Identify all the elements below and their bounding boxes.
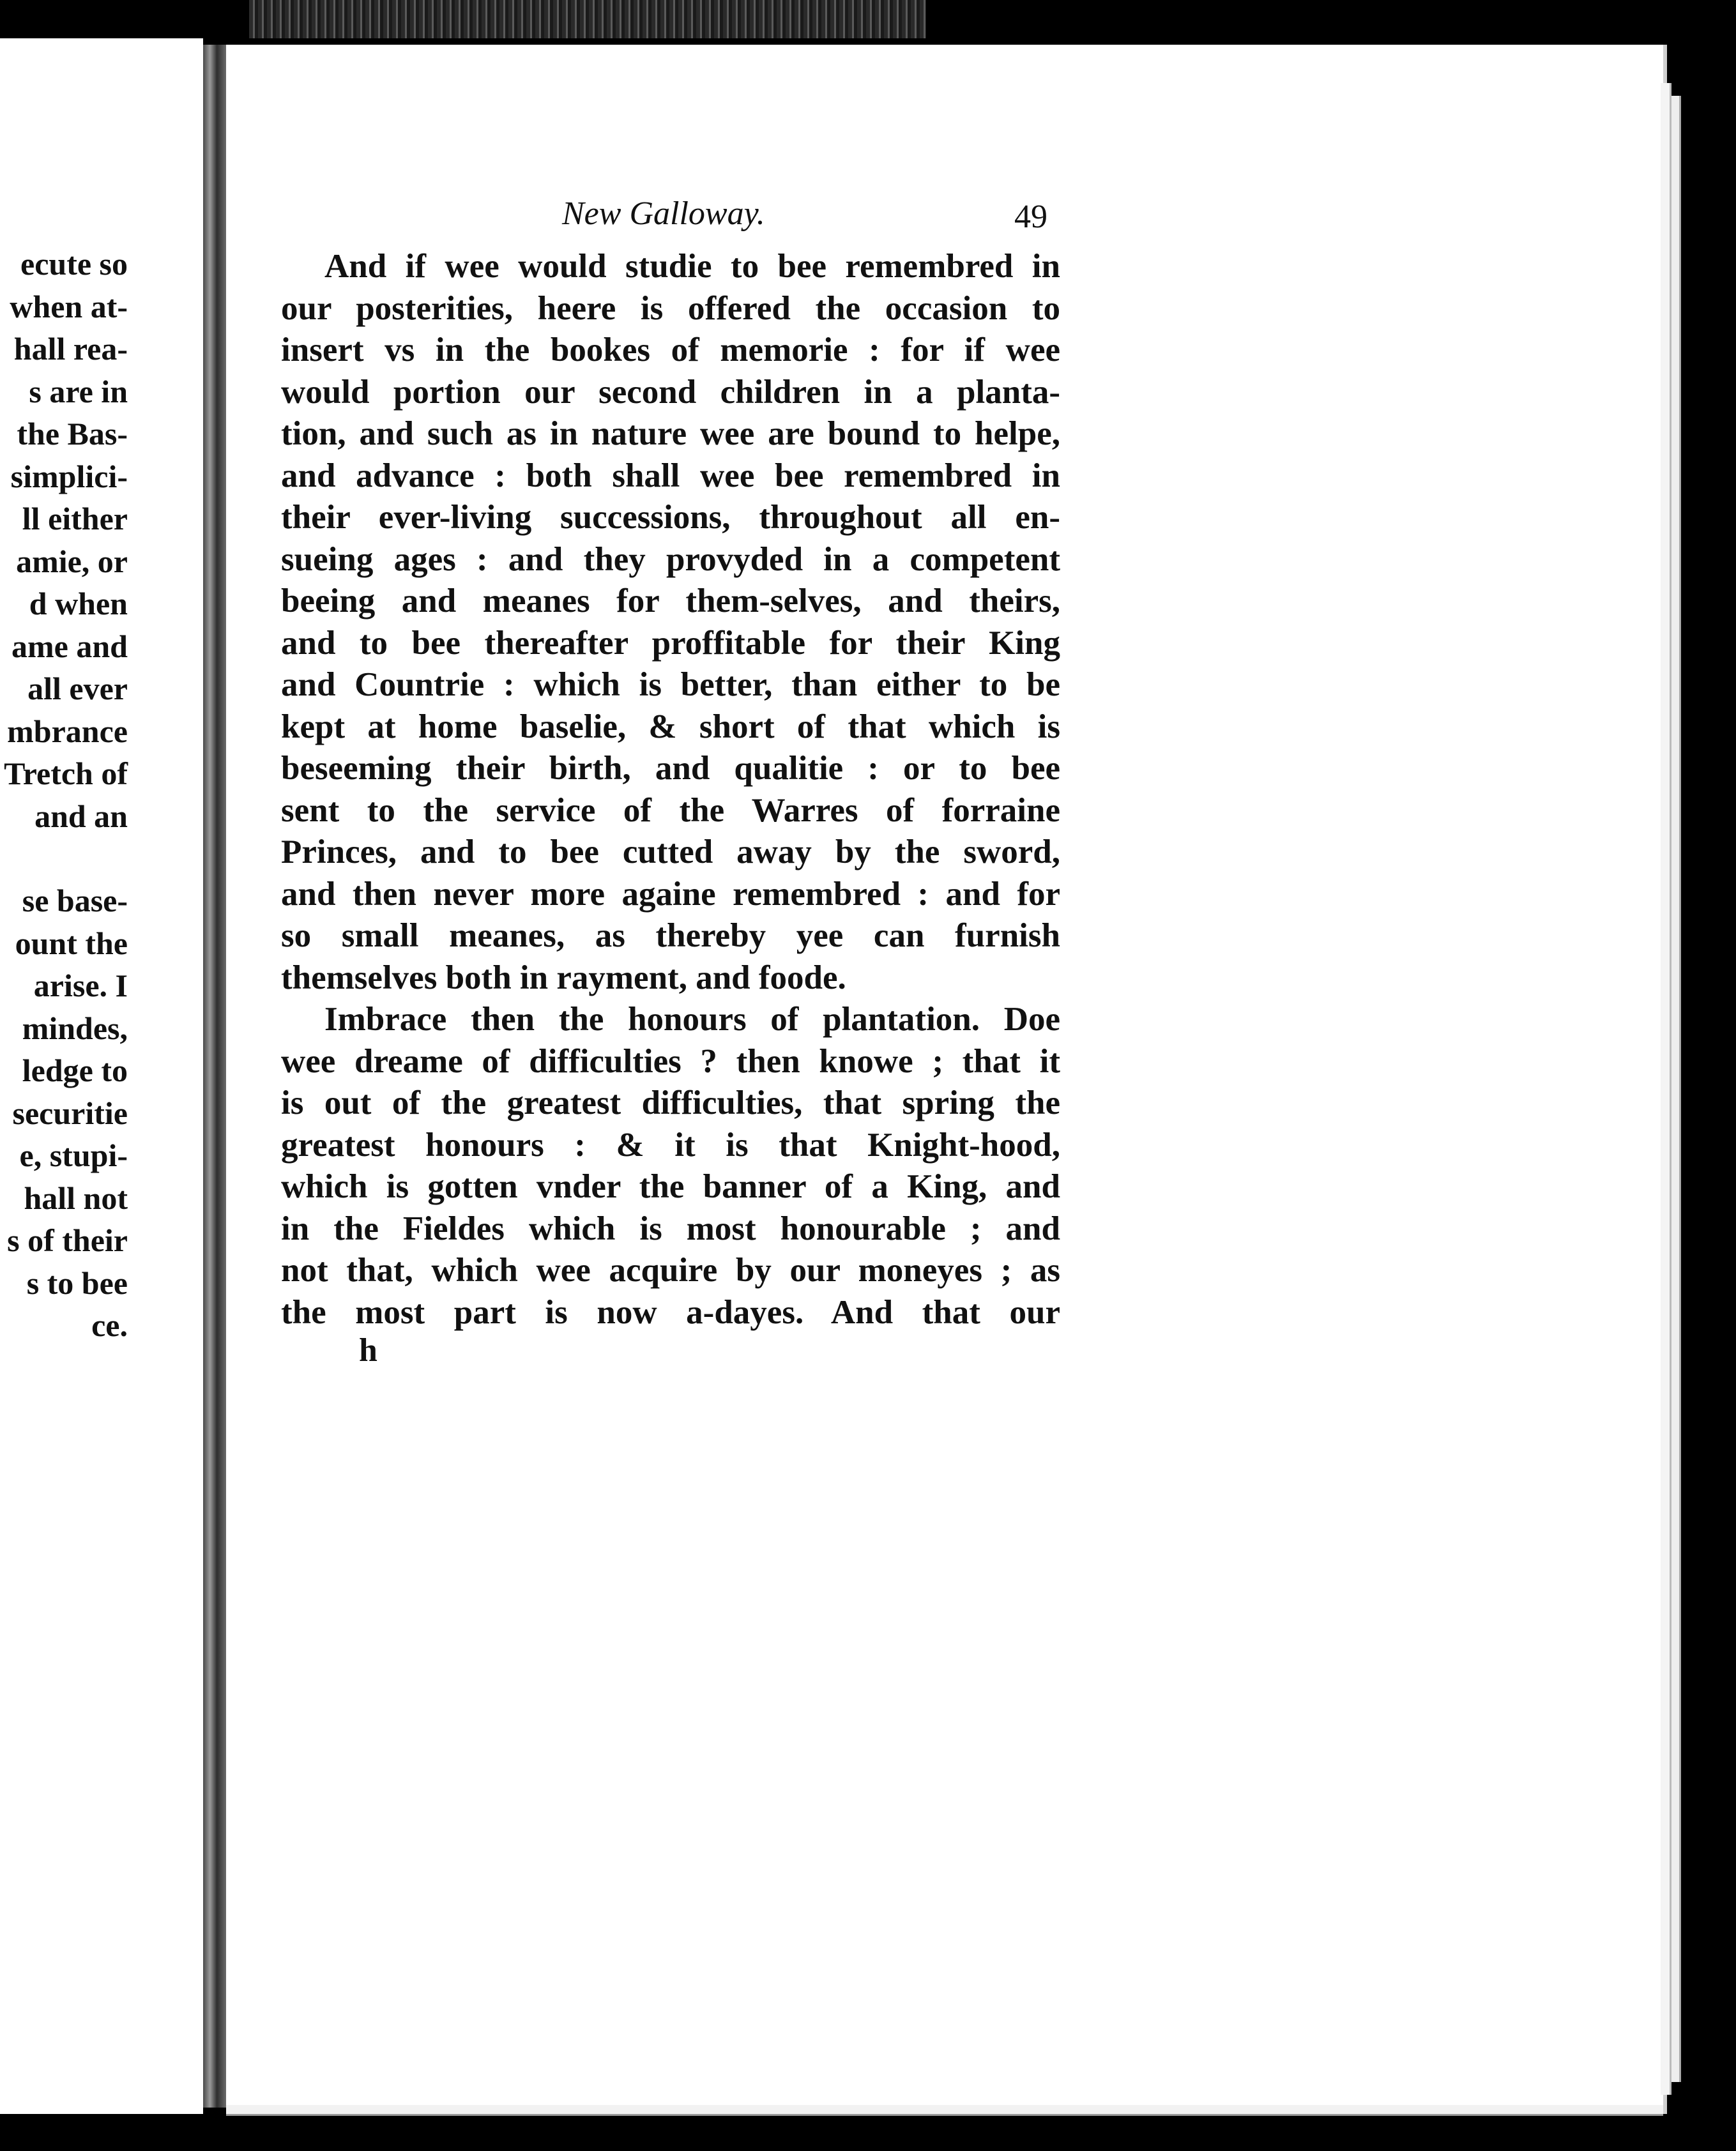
left-page-line: Tretch of (4, 756, 128, 791)
left-page-line: simplici- (10, 458, 128, 494)
text-line: and advance : both shall wee bee remembred in (281, 457, 1060, 494)
text-line: sent to the service of the Warres of forraine (281, 791, 1060, 829)
left-page-line: hall rea- (13, 331, 128, 367)
text-line: is out of the greatest difficulties, that spring the (281, 1084, 1060, 1121)
text-line: not that, which wee acquire by our moneyes ; as (281, 1252, 1060, 1289)
text-line: and Countrie : which is better, than either to be (281, 666, 1060, 703)
page-edge-bottom (226, 2105, 1663, 2116)
text-line: Imbrace then the honours of plantation. Doe (324, 1001, 1060, 1038)
signature-mark: h (359, 1332, 377, 1369)
left-page-line: d when (29, 586, 128, 621)
paragraph (281, 246, 1060, 999)
book-gutter (203, 45, 226, 2108)
left-page-line: the Bas- (17, 416, 128, 452)
text-line: insert vs in the bookes of memorie : for if wee (281, 331, 1060, 369)
page-edge (1671, 96, 1681, 2082)
left-page-line: all ever (27, 671, 128, 706)
left-page-line: ledge to (22, 1053, 128, 1088)
running-head: New Galloway. (562, 195, 765, 232)
text-line: wee dreame of difficulties ? then knowe ; that it (281, 1042, 1060, 1080)
text-line: Princes, and to bee cutted away by the sword, (281, 833, 1060, 870)
left-page-line: securitie (12, 1095, 128, 1131)
left-page-line: when at- (10, 288, 128, 324)
left-page (0, 38, 203, 2114)
left-page-line: ce. (91, 1307, 128, 1343)
text-line: And if wee would studie to bee remembred in (324, 248, 1060, 285)
text-line: so small meanes, as thereby yee can furnish (281, 917, 1060, 954)
body-text (281, 246, 1060, 1334)
left-page-line: s of their (7, 1222, 128, 1258)
text-line: kept at home baselie, & short of that which is (281, 708, 1060, 745)
text-line: which is gotten vnder the banner of a King, and (281, 1168, 1060, 1205)
text-line: themselves both in rayment, and foode. (281, 959, 846, 996)
text-line: beeing and meanes for them-selves, and theirs, (281, 582, 1060, 619)
left-page-line: mindes, (22, 1010, 128, 1046)
text-line: and to bee thereafter proffitable for their King (281, 624, 1060, 662)
page-edge (1661, 83, 1671, 2095)
text-line: greatest honours : & it is that Knight-hood, (281, 1126, 1060, 1164)
left-page-line: se base- (22, 883, 128, 918)
text-line: in the Fieldes which is most honourable ; and (281, 1210, 1060, 1247)
text-line: the most part is now a-dayes. And that our (281, 1293, 1060, 1331)
text-line: tion, and such as in nature wee are bound to helpe, (281, 415, 1060, 452)
left-page-line: ame and (11, 628, 128, 664)
text-line: their ever-living successions, throughout all en- (281, 499, 1060, 536)
left-page-line: s are in (29, 373, 128, 409)
left-page-line: arise. I (33, 968, 128, 1003)
paragraph-gap (4, 837, 128, 879)
left-page-line: ecute so (20, 246, 128, 282)
text-line: and then never more againe remembred : and for (281, 875, 1060, 913)
left-page-line: mbrance (7, 713, 128, 749)
text-line: our posterities, heere is offered the occasion to (281, 289, 1060, 327)
text-line: would portion our second children in a planta- (281, 373, 1060, 411)
left-page-text (4, 243, 128, 1347)
left-page-line: hall not (24, 1180, 128, 1216)
text-line: sueing ages : and they provyded in a competent (281, 540, 1060, 578)
left-page-line: amie, or (16, 543, 128, 579)
paragraph (281, 999, 1060, 1334)
left-page-line: and an (34, 798, 128, 834)
left-page-line: s to bee (26, 1265, 128, 1301)
text-line: beseeming their birth, and qualitie : or to bee (281, 750, 1060, 787)
page-number: 49 (1014, 199, 1047, 235)
left-page-line: ll either (22, 501, 128, 536)
scan-background-top (249, 0, 926, 38)
left-page-line: ount the (15, 925, 128, 961)
left-page-line: e, stupi- (19, 1137, 128, 1173)
